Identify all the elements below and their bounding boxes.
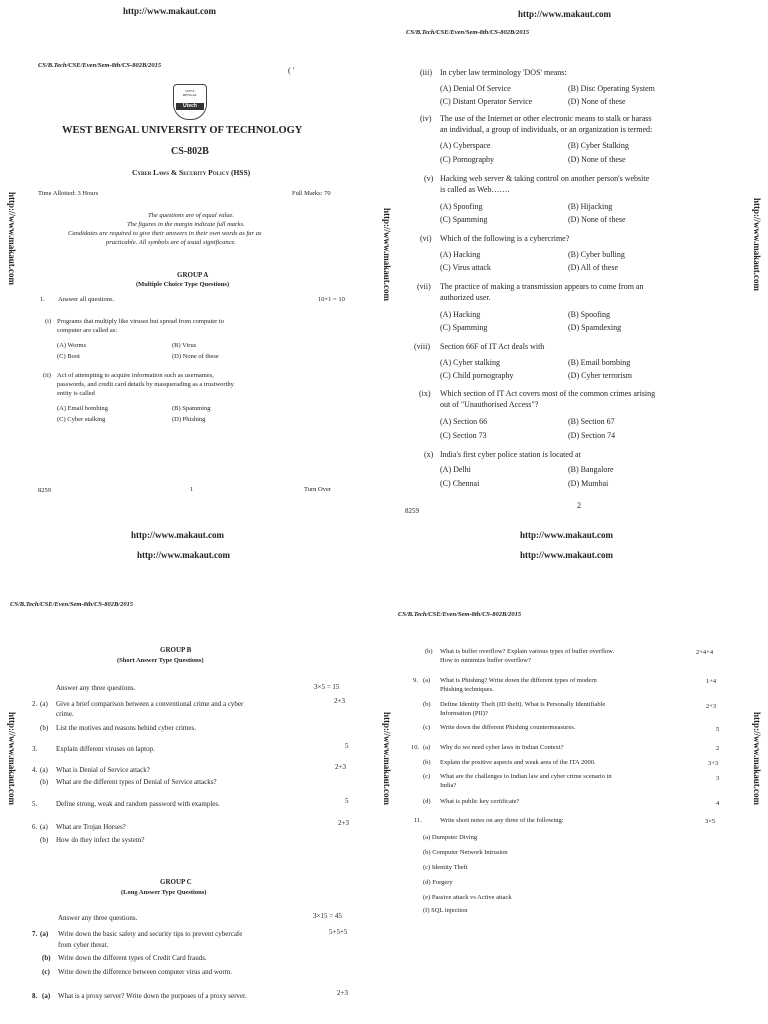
q-viii-option-c: (C) Child pornography — [440, 371, 514, 380]
qii-option-b: (B) Spamming — [172, 405, 211, 412]
q-iii-option-a: (A) Denial Of Service — [440, 84, 511, 93]
group-b-marks: 3×5 = 15 — [314, 683, 340, 691]
q6-number: 6. — [32, 823, 38, 831]
q9b-line-2: Information (PII)? — [440, 710, 488, 717]
note-f: (f) SQL injection — [423, 907, 468, 914]
q-iii-option-d: (D) None of these — [568, 97, 626, 106]
q8a-label: (a) — [42, 992, 51, 1000]
qi-option-b: (B) Virus — [172, 342, 197, 349]
q-ix-line-1: Which section of IT Act covers most of the common crimes arising — [440, 389, 656, 398]
watermark-side-2: http://www.makaut.com — [382, 208, 392, 302]
q10b-marks: 3+3 — [708, 760, 719, 767]
q1-text: Answer all questions. — [58, 296, 115, 303]
q2a-label: (a) — [40, 700, 48, 708]
subject-title: Cyber Laws & Security Policy (HSS) — [132, 168, 251, 177]
group-c-instruction: Answer any three questions. — [58, 914, 138, 922]
q4-number: 4. — [32, 766, 38, 774]
q9a-label: (a) — [423, 677, 431, 684]
q4a-label: (a) — [40, 766, 48, 774]
instruction-3: Candidates are required to give their answers in their own words as far as — [68, 230, 262, 237]
watermark-mid-right-1: http://www.makaut.com — [520, 530, 614, 540]
qii-line-1: Act of attempting to acquire information such as usernames, — [57, 372, 214, 379]
q3-number: 3. — [32, 745, 38, 753]
q10c-marks: 3 — [716, 775, 720, 782]
qii-option-d: (D) Phishing — [172, 416, 206, 423]
q3-marks: 5 — [345, 742, 349, 750]
q-vi-option-c: (C) Virus attack — [440, 263, 491, 272]
q9c-text: Write down the different Phishing countermeasures. — [440, 724, 576, 731]
q5-marks: 5 — [345, 797, 349, 805]
qii-number: (ii) — [43, 372, 51, 379]
page-1-number: 1 — [190, 486, 194, 493]
q9b-label: (b) — [423, 701, 431, 708]
qii-line-2: passwords, and credit card details by masquerading as a trustworthy — [57, 381, 234, 388]
q-v-option-b: (B) Hijacking — [568, 202, 613, 211]
q2-marks: 2+3 — [334, 697, 345, 705]
q-vi-text: Which of the following is a cybercrime? — [440, 234, 570, 243]
q9a-marks: 1+4 — [706, 678, 717, 685]
q6a-label: (a) — [40, 823, 48, 831]
note-d: (d) Forgery — [423, 879, 453, 886]
q8b-marks: 2+4+4 — [696, 649, 714, 656]
qi-option-a: (A) Worms — [57, 342, 87, 349]
time-allotted: Time Allotted: 3 Hours — [38, 190, 99, 197]
q10c-line-1: What are the challenges to Indian law and cyber crime scenario in — [440, 773, 612, 780]
subject-code: CS-802B — [171, 146, 209, 157]
q-v-option-d: (D) None of these — [568, 215, 626, 224]
q7c-text: Write down the difference between computer virus and worm. — [58, 968, 232, 976]
qi-option-d: (D) None of these — [172, 353, 219, 360]
note-e: (e) Passive attack vs Active attack — [423, 894, 512, 901]
paper-code: CS/B.Tech/CSE/Even/Sem-8th/CS-802B/2015 — [38, 62, 162, 69]
q8b-line-2: How to minimize buffer overflow? — [440, 657, 531, 664]
q5-number: 5. — [32, 800, 38, 808]
q10c-label: (c) — [423, 773, 431, 780]
q1-marks: 10×1 = 10 — [318, 296, 345, 303]
q11-number: 11. — [414, 817, 422, 824]
q10d-marks: 4 — [716, 800, 720, 807]
q-vii-option-b: (B) Spoofing — [568, 310, 610, 319]
q-iv-option-b: (B) Cyber Stalking — [568, 141, 629, 150]
q-v-option-a: (A) Spoofing — [440, 202, 483, 211]
q8a-text: What is a proxy server? Write down the purposes of a proxy server. — [58, 992, 247, 1000]
q-iii-number: (iii) — [420, 68, 432, 77]
q11-marks: 3×5 — [705, 818, 716, 825]
page-1-footer-code: 8259 — [38, 487, 51, 494]
q-ix-option-c: (C) Section 73 — [440, 431, 487, 440]
watermark-mid-left-2: http://www.makaut.com — [137, 550, 231, 560]
q4a-text: What is Denial of Service attack? — [56, 766, 150, 774]
qii-line-3: entity is called — [57, 390, 95, 397]
q9b-marks: 2+3 — [706, 703, 717, 710]
qi-option-c: (C) Boot — [57, 353, 80, 360]
qi-number: (i) — [45, 318, 52, 325]
paper-code: CS/B.Tech/CSE/Even/Sem-8th/CS-802B/2015 — [398, 611, 522, 618]
q7a-label: (a) — [40, 930, 49, 938]
q-x-option-b: (B) Bangalore — [568, 465, 614, 474]
note-a: (a) Dumpster Diving — [423, 834, 478, 841]
group-a-title: GROUP A — [177, 271, 209, 279]
q7a-line-2: from cyber threat. — [58, 941, 109, 949]
q7b-label: (b) — [42, 954, 51, 962]
q4b-text: What are the different types of Denial of Service attacks? — [56, 778, 217, 786]
q9a-line-2: Phishing techniques. — [440, 686, 494, 693]
university-logo — [173, 84, 207, 120]
q4-marks: 2+3 — [335, 763, 346, 771]
q4b-label: (b) — [40, 778, 49, 786]
qii-option-c: (C) Cyber stalking — [57, 416, 106, 423]
q2-number: 2. — [32, 700, 38, 708]
q7b-text: Write down the different types of Credit Card frauds. — [58, 954, 207, 962]
q-viii-text: Section 66F of IT Act deals with — [440, 342, 545, 351]
stray-mark: ( ʹ — [288, 66, 295, 75]
q-viii-number: (viii) — [414, 342, 430, 351]
q8b-label: (b) — [425, 648, 433, 655]
q-ix-option-a: (A) Section 66 — [440, 417, 488, 426]
q3-text: Explain different viruses on laptop. — [56, 745, 155, 753]
university-name: WEST BENGAL UNIVERSITY OF TECHNOLOGY — [62, 125, 303, 136]
qi-line-1: Programs that multiply like viruses but spread from computer to — [57, 318, 224, 325]
q6-marks: 2+3 — [338, 819, 349, 827]
watermark-top-left: http://www.makaut.com — [123, 6, 217, 16]
q-viii-option-b: (B) Email bombing — [568, 358, 631, 367]
group-b-title: GROUP B — [160, 646, 192, 654]
qi-line-2: computer are called as: — [57, 327, 118, 334]
q-viii-option-d: (D) Cyber terrorism — [568, 371, 632, 380]
instruction-1: The questions are of equal value. — [148, 212, 235, 219]
q10-number: 10. — [411, 744, 420, 751]
q7-number: 7. — [32, 930, 38, 938]
q8-marks: 2+3 — [337, 989, 348, 997]
q-iv-option-a: (A) Cyberspace — [440, 141, 491, 150]
q-x-text: India's first cyber police station is located at — [440, 450, 581, 459]
watermark-mid-left-1: http://www.makaut.com — [131, 530, 225, 540]
group-a-subtitle: (Multiple Choice Type Questions) — [136, 281, 230, 288]
note-b: (b) Computer Network Intrusion — [423, 849, 508, 856]
page-1-turn-over: Turn Over — [304, 486, 332, 493]
q1-number: 1. — [40, 296, 45, 303]
q10b-text: Explain the positive aspects and weak area of the ITA 2000. — [440, 759, 596, 766]
q-vi-option-d: (D) All of these — [568, 263, 618, 272]
page-2-number: 2 — [577, 501, 581, 510]
q-iv-option-c: (C) Pornography — [440, 155, 494, 164]
q10d-text: What is public key certificate? — [440, 798, 520, 805]
q10a-text: Why do we need cyber laws in Indian Context? — [440, 744, 564, 751]
q-iii-text: In cyber law terminology 'DOS' means: — [440, 68, 567, 77]
q9b-line-1: Define Identity Theft (ID theft). What is Personally Identifiable — [440, 701, 606, 708]
q2b-text: List the motives and reasons behind cyber crimes. — [56, 724, 196, 732]
q10d-label: (d) — [423, 798, 431, 805]
q6b-label: (b) — [40, 836, 49, 844]
q2b-label: (b) — [40, 724, 49, 732]
q-iii-option-c: (C) Distant Operator Service — [440, 97, 533, 106]
instruction-4: practicable. All symbols are of usual significance. — [106, 239, 236, 246]
q-ix-line-2: out of "Unauthorised Access"? — [440, 400, 539, 409]
q-v-number: (v) — [424, 174, 434, 183]
q-v-option-c: (C) Spamming — [440, 215, 488, 224]
q-x-number: (x) — [424, 450, 434, 459]
group-c-title: GROUP C — [160, 878, 192, 886]
q6a-text: What are Trojan Horses? — [56, 823, 126, 831]
group-c-marks: 3×15 = 45 — [313, 912, 342, 920]
logo-top-text: WEST BENGAL — [182, 89, 198, 97]
q-x-option-d: (D) Mumbai — [568, 479, 609, 488]
group-b-instruction: Answer any three questions. — [56, 684, 136, 692]
q8-number: 8. — [32, 992, 38, 1000]
q-x-option-a: (A) Delhi — [440, 465, 471, 474]
page-2-footer-code: 8259 — [405, 507, 419, 515]
q10b-label: (b) — [423, 759, 431, 766]
q-ix-option-b: (B) Section 67 — [568, 417, 615, 426]
watermark-side-5: http://www.makaut.com — [382, 712, 392, 806]
q10a-marks: 2 — [716, 745, 720, 752]
q11-text: Write short notes on any three of the following: — [440, 817, 564, 824]
watermark-side-1: http://www.makaut.com — [7, 192, 17, 286]
q6b-text: How do they infect the system? — [56, 836, 145, 844]
q9a-line-1: What is Phishing? Write down the different types of modern — [440, 677, 597, 684]
paper-code: CS/B.Tech/CSE/Even/Sem-8th/CS-802B/2015 — [406, 29, 530, 36]
watermark-side-6: http://www.makaut.com — [752, 712, 762, 806]
q-vi-number: (vi) — [420, 234, 432, 243]
qii-option-a: (A) Email bombing — [57, 405, 108, 412]
q7a-line-1: Write down the basic safety and security tips to prevent cybercafe — [58, 930, 243, 938]
q2a-line-1: Give a brief comparison between a conventional crime and a cyber — [56, 700, 244, 708]
q-iv-option-d: (D) None of these — [568, 155, 626, 164]
q-ix-option-d: (D) Section 74 — [568, 431, 616, 440]
watermark-top-right: http://www.makaut.com — [518, 9, 612, 19]
q-v-line-2: is called as Web……. — [440, 185, 510, 194]
watermark-side-3: http://www.makaut.com — [752, 198, 762, 292]
q10c-line-2: India? — [440, 782, 457, 789]
q-vi-option-a: (A) Hacking — [440, 250, 481, 259]
q10a-label: (a) — [423, 744, 431, 751]
instruction-2: The figures in the margin indicate full marks. — [127, 221, 245, 228]
q-vii-line-1: The practice of making a transmission appears to come from an — [440, 282, 644, 291]
logo-text: Utech — [176, 103, 204, 110]
q8b-line-1: What is buffer overflow? Explain various types of buffer overflow. — [440, 648, 615, 655]
q-vii-option-d: (D) Spamdexing — [568, 323, 622, 332]
q-v-line-1: Hacking web server & taking control on another person's website — [440, 174, 650, 183]
group-c-subtitle: (Long Answer Type Questions) — [121, 889, 207, 896]
q-iv-line-1: The use of the Internet or other electronic means to stalk or harass — [440, 114, 652, 123]
full-marks: Full Marks: 70 — [292, 190, 331, 197]
q-viii-option-a: (A) Cyber stalking — [440, 358, 500, 367]
q-x-option-c: (C) Chennai — [440, 479, 480, 488]
watermark-side-4: http://www.makaut.com — [7, 712, 17, 806]
q-vi-option-b: (B) Cyber bulling — [568, 250, 625, 259]
group-b-subtitle: (Short Answer Type Questions) — [117, 657, 204, 664]
q-vii-number: (vii) — [417, 282, 431, 291]
q2a-line-2: crime. — [56, 710, 74, 718]
q-vii-option-a: (A) Hacking — [440, 310, 481, 319]
q-iv-line-2: an individual, a group of individuals, or an organization is termed: — [440, 125, 653, 134]
q-iv-number: (iv) — [420, 114, 432, 123]
watermark-mid-right-2: http://www.makaut.com — [520, 550, 614, 560]
q7c-label: (c) — [42, 968, 50, 976]
q7-marks: 5+5+5 — [329, 928, 348, 936]
q-vii-option-c: (C) Spamming — [440, 323, 488, 332]
q5-text: Define strong, weak and random password with examples. — [56, 800, 220, 808]
note-c: (c) Identity Theft — [423, 864, 468, 871]
q-iii-option-b: (B) Disc Operating System — [568, 84, 655, 93]
q-vii-line-2: authorized user. — [440, 293, 491, 302]
q-ix-number: (ix) — [419, 389, 431, 398]
q9c-marks: 5 — [716, 726, 720, 733]
q9-number: 9. — [413, 677, 418, 684]
paper-code: CS/B.Tech/CSE/Even/Sem-8th/CS-802B/2015 — [10, 601, 134, 608]
q9c-label: (c) — [423, 724, 431, 731]
